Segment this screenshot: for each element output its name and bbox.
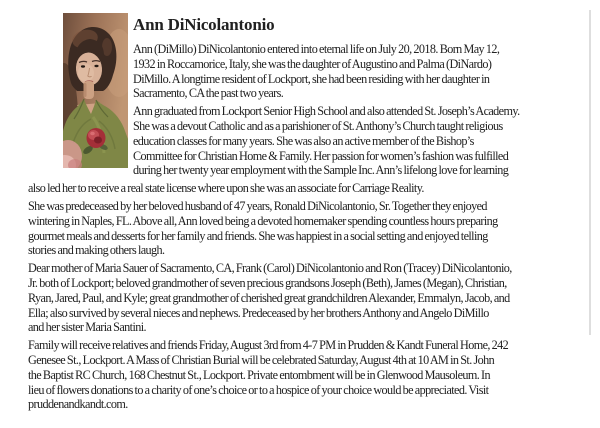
paragraph-services [28,338,572,412]
text-line: Dear mother of Maria Sauer of Sacramento, CA, Frank (Carol) DiNicolantonio and Ron (Tracey) DiNicolantonio, [28,261,512,276]
text-line: Ann graduated from Lockport Senior High School and also attended St. Joseph’s Academy. [133,104,520,119]
paragraph-life-narrow-part [133,104,572,178]
paragraph-birth [133,42,572,101]
text-line: pruddenandkandt.com. [28,397,128,412]
text-line: gourmet meals and desserts for her family and friends. She was happiest in a social setting and enjoyed telling [28,228,488,243]
text-line: 1932 in Roccamorice, Italy, she was the daughter of Augustino and Palma (DiNardo) [133,56,492,71]
text-line: lieu of flowers donations to a charity of one’s choice or to a hospice of your choice would be appreciated. Visit [28,382,489,397]
text-line: She was a devout Catholic and as a parishioner of St. Anthony’s Church taught religious [133,118,503,133]
text-line: Genesee St., Lockport. A Mass of Christian Burial will be celebrated Saturday, August 4th at 10 AM in St. John [28,352,495,367]
page-title: Ann DiNicolantonio [133,15,275,34]
title-and-intro-column [133,13,572,181]
paragraph-family [28,261,572,335]
text-line: Sacramento, CA the past two years. [133,86,284,101]
scan-artifact-line [589,10,591,335]
text-line: also led her to receive a real state license where upon she was an associate for Carriage Reality. [28,181,424,196]
text-line: Ann (DiMillo) DiNicolantonio entered into eternal life on July 20, 2018. Born May 12, [133,42,500,56]
text-line: during her twenty year employment with the Sample Inc. Ann’s lifelong love for learning [133,163,509,178]
text-line: Ella; also survived by several nieces and nephews. Predeceased by her brothers Anthony and Angelo DiMillo [28,305,489,320]
paragraph-husband [28,199,572,258]
text-line: DiMillo. A longtime resident of Lockport, she had been residing with her daughter in [133,71,490,86]
text-line: education classes for many years. She was also an active member of the Bishop’s [133,133,474,148]
text-line: Jr. both of Lockport; beloved grandmother of seven precious grandsons Joseph (Beth), James (Megan), Christian, [28,275,507,290]
paragraph-life-fullwidth-part [28,181,572,196]
portrait-photo-graphic [63,13,128,168]
text-line: stories and making others laugh. [28,243,165,258]
top-section [28,13,572,181]
text-line: Ryan, Jared, Paul, and Kyle; great grandmother of cherished great grandchildren Alexander, Emmalyn, Jacob, and [28,290,510,305]
text-line: Committee for Christian Home & Family. Her passion for women’s fashion was fulfilled [133,148,509,163]
text-line: the Baptist RC Church, 168 Chestnut St., Lockport. Private entombment will be in Glenwood Mausoleum. In [28,367,491,382]
text-line: She was predeceased by her beloved husband of 47 years, Ronald DiNicolantonio, Sr. Together they enjoyed [28,198,487,213]
text-line: wintering in Naples, FL. Above all, Ann loved being a devoted homemaker spending countless hours preparing [28,213,498,228]
text-line: Family will receive relatives and friends Friday, August 3rd from 4-7 PM in Prudden & Kandt Funeral Home, 242 [28,338,509,353]
portrait-photo [63,13,128,168]
text-line: and her sister Maria Santini. [28,320,146,335]
